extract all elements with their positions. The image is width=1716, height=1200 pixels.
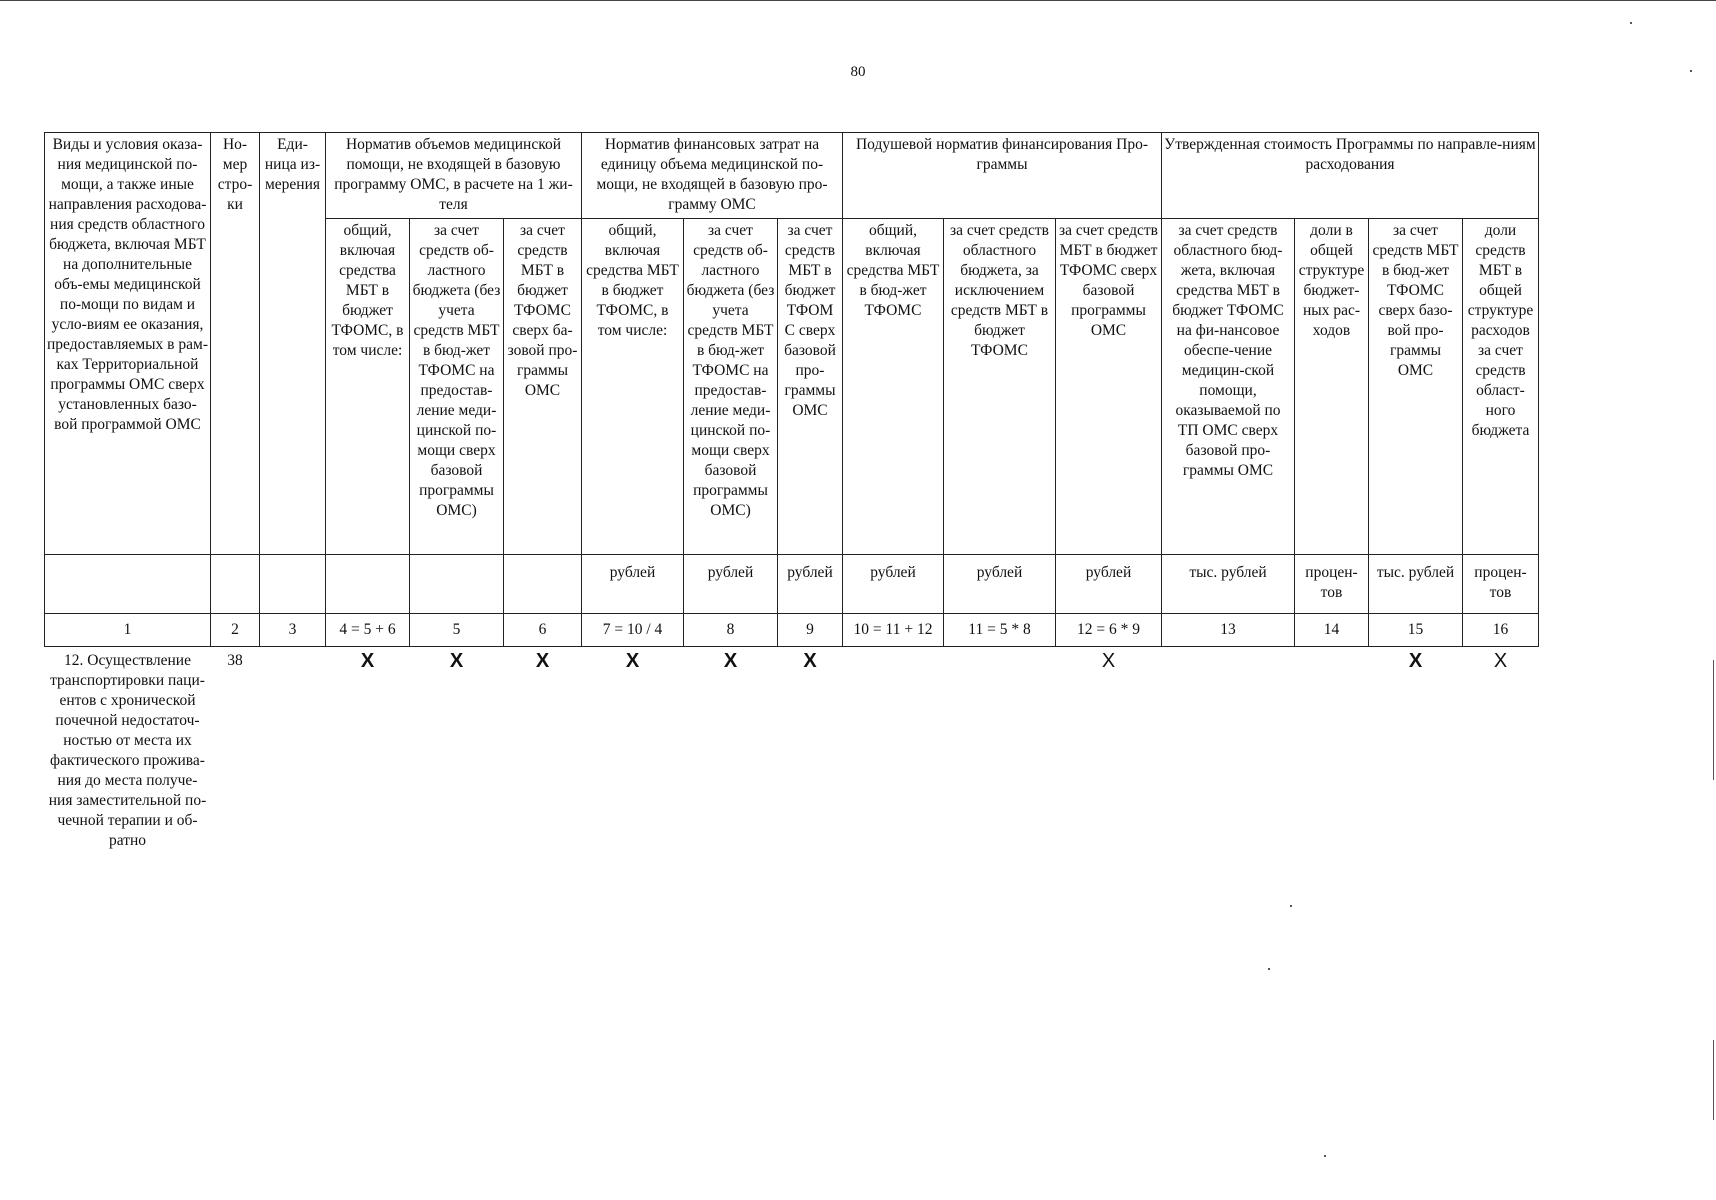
column-number: 6 <box>504 614 582 647</box>
column-number: 13 <box>1162 614 1295 647</box>
sub-header: общий, включая средства МБТ в бюд-жет ТФОМС <box>843 219 944 555</box>
header-col-line-number: Но-мер стро-ки <box>211 133 260 555</box>
sub-header: за счет средств об-ластного бюджета (без учета средств МБТ в бюд-жет ТФОМС на предостав-ление меди-цинской по-мощи сверх базовой программы ОМС) <box>410 219 504 555</box>
unit-cell <box>326 555 410 614</box>
column-number: 8 <box>684 614 778 647</box>
sub-header: доли в общей структуре бюджет-ных рас-ходов <box>1295 219 1369 555</box>
header-group-volume-norms: Норматив объемов медицинской помощи, не входящей в базовую программу ОМС, в расчете на 1 жи-теля <box>326 133 582 219</box>
column-number: 12 = 6 * 9 <box>1056 614 1162 647</box>
column-number: 10 = 11 + 12 <box>843 614 944 647</box>
header-group-per-capita: Подушевой норматив финансирования Про-граммы <box>843 133 1162 219</box>
unit-cell: тыс. рублей <box>1162 555 1295 614</box>
sub-header: общий, включая средства МБТ в бюджет ТФОМС, в том числе: <box>582 219 684 555</box>
row-cell: X <box>535 650 550 672</box>
sub-header: за счет средств МБТ в бюджет ТФОМ С сверх базовой про-граммы ОМС <box>778 219 843 555</box>
unit-cell: тыс. рублей <box>1369 555 1463 614</box>
page-border <box>0 0 1716 1</box>
column-number: 4 = 5 + 6 <box>326 614 410 647</box>
column-number: 16 <box>1463 614 1539 647</box>
sub-header: за счет средств областного бюджета, за исключением средств МБТ в бюджет ТФОМС <box>944 219 1056 555</box>
column-number: 5 <box>410 614 504 647</box>
unit-cell: рублей <box>582 555 684 614</box>
row-cell <box>944 647 1056 854</box>
row-cell <box>1295 647 1369 854</box>
sub-header: за счет средств МБТ в бюд-жет ТФОМС сверх базо-вой про-граммы ОМС <box>1369 219 1463 555</box>
unit-cell <box>260 555 326 614</box>
sub-header: за счет средств областного бюд-жета, включая средства МБТ в бюджет ТФОМС на фи-нансовое обеспе-чение медицин-ской помощи, оказываемой по ТП ОМС сверх базовой про-граммы ОМС <box>1162 219 1295 555</box>
financing-table <box>44 132 1539 853</box>
scan-dot <box>1630 22 1632 24</box>
column-number: 14 <box>1295 614 1369 647</box>
row-cell: X <box>360 650 375 672</box>
sub-header: за счет средств об-ластного бюджета (без учета средств МБТ в бюд-жет ТФОМС на предостав-ление меди-цинской по-мощи сверх базовой программы ОМС) <box>684 219 778 555</box>
unit-cell <box>504 555 582 614</box>
column-number: 9 <box>778 614 843 647</box>
units-row <box>45 555 1539 614</box>
row-cell: X <box>723 650 738 672</box>
scan-dot <box>1690 70 1692 72</box>
unit-cell: рублей <box>778 555 843 614</box>
scan-line <box>1713 660 1714 780</box>
table-row <box>45 647 1539 854</box>
header-col-unit: Еди-ница из-мерения <box>260 133 326 555</box>
scan-dot <box>1324 1155 1326 1157</box>
row-cell: X <box>625 650 640 672</box>
row-cell: X <box>1101 650 1116 672</box>
column-number: 1 <box>45 614 211 647</box>
scan-line <box>1713 1040 1714 1120</box>
row-cell <box>1162 647 1295 854</box>
row-cell: X <box>803 650 817 672</box>
scan-dot <box>1268 968 1270 970</box>
row-unit <box>260 647 326 854</box>
scan-dot <box>1290 905 1292 907</box>
row-cell: X <box>449 650 464 672</box>
unit-cell: рублей <box>684 555 778 614</box>
unit-cell: рублей <box>1056 555 1162 614</box>
column-number: 15 <box>1369 614 1463 647</box>
unit-cell: рублей <box>944 555 1056 614</box>
row-cell: X <box>1493 650 1508 672</box>
unit-cell: процен-тов <box>1463 555 1539 614</box>
column-number: 7 = 10 / 4 <box>582 614 684 647</box>
column-number: 2 <box>211 614 260 647</box>
column-number: 11 = 5 * 8 <box>944 614 1056 647</box>
unit-cell <box>211 555 260 614</box>
row-cell <box>843 647 944 854</box>
header-group-approved-cost: Утвержденная стоимость Программы по направле-ниям расходования <box>1162 133 1539 219</box>
column-numbers-row <box>45 614 1539 647</box>
sub-header: общий, включая средства МБТ в бюджет ТФОМС, в том числе: <box>326 219 410 555</box>
unit-cell: процен-тов <box>1295 555 1369 614</box>
page-number: 80 <box>850 64 866 80</box>
row-number: 38 <box>227 652 243 669</box>
header-row-groups <box>45 133 1539 219</box>
header-col-types: Виды и условия оказа-ния медицинской по-мощи, а также иные направления расходова-ния средств областного бюджета, включая МБТ на дополнительные объ-емы медицинской по-мощи по видам и усло-виям ее оказания, предоставляемых в рам-ках Территориальной программы ОМС сверх установленных базо-вой программой ОМС <box>45 133 211 555</box>
header-group-cost-norms: Норматив финансовых затрат на единицу объема медицинской по-мощи, не входящей в базовую про-грамму ОМС <box>582 133 843 219</box>
sub-header: за счет средств МБТ в бюджет ТФОМС сверх базовой программы ОМС <box>1056 219 1162 555</box>
row-name: 12. Осуществление транспортировки паци-ентов с хронической почечной недостаточ-ностью от места их фактического прожива-ния до места получе-ния заместительной по-чечной терапии и об-ратно <box>48 652 207 849</box>
row-cell: X <box>1408 650 1423 672</box>
unit-cell: рублей <box>843 555 944 614</box>
unit-cell <box>45 555 211 614</box>
sub-header: за счет средств МБТ в бюджет ТФОМС сверх ба-зовой про-граммы ОМС <box>504 219 582 555</box>
sub-header: доли средств МБТ в общей структуре расходов за счет средств област-ного бюджета <box>1463 219 1539 555</box>
column-number: 3 <box>260 614 326 647</box>
unit-cell <box>410 555 504 614</box>
